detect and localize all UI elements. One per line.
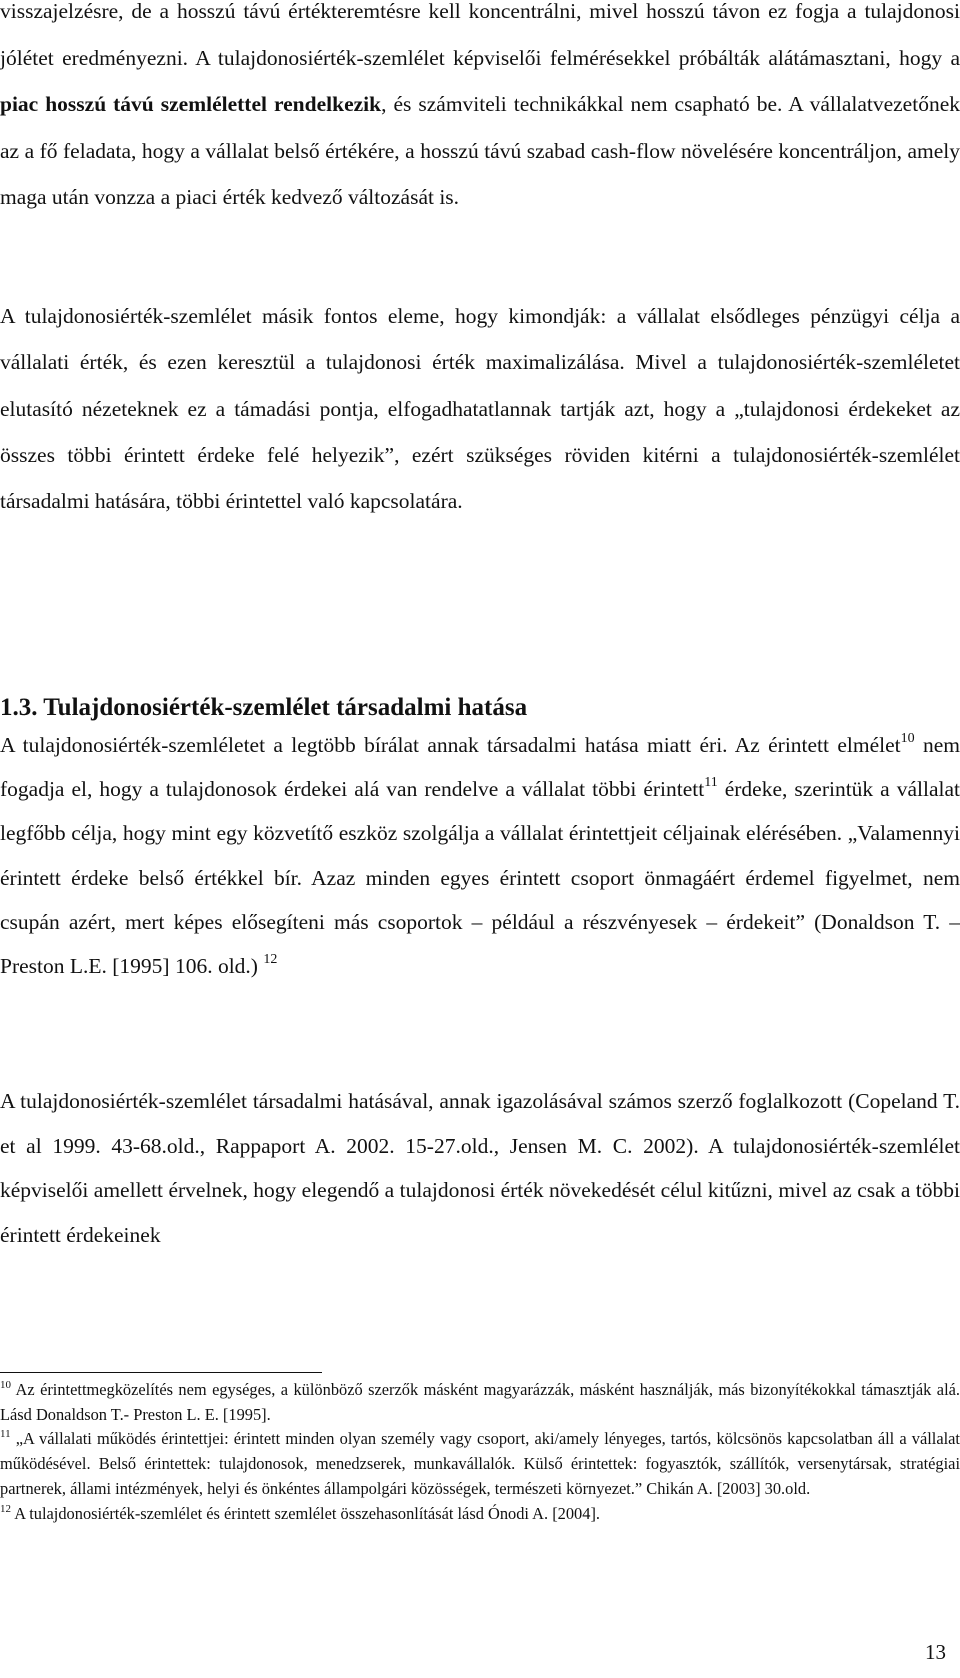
paragraph-1 (0, 0, 960, 221)
footnote-11 (0, 1427, 960, 1501)
footnote-10-text: Az érintettmegközelítés nem egységes, a különböző szerzők másként magyarázzák, másként használják, más bizonyítékokkal támasztják alá. Lásd Donaldson T.- Preston L. E. [1995]. (0, 1380, 960, 1424)
paragraph-3 (0, 723, 960, 988)
footnote-11-text: „A vállalati működés érintettjei: érintett minden olyan személy vagy csoport, aki/amely lényeges, tartós, kölcsönös kapcsolatban áll a vállalat működésével. Belső érintettek: tulajdonosok, menedzserek, munkavállalók. Külső érintettek: fogyasztók, szállítók, versenytársak, stratégiai partnerek, állami intézmények, helyi és önkéntes állampolgári közösségek, természeti környezet.” Chikán A. [2003] 30.old. (0, 1429, 960, 1498)
paragraph-1-text-end: , és számviteli technikákkal nem csapható be. A vállalatvezetőnek az a fő feladata, hogy a vállalat belső értékére, a hosszú távú szabad cash-flow növelésére koncentráljon, amely maga után vonzza a piaci érték kedvező változását is. (0, 92, 960, 209)
footnote-number-10: 10 (0, 1379, 11, 1391)
page-number: 13 (925, 1640, 946, 1664)
paragraph-2-text: A tulajdonosiérték-szemlélet másik fontos eleme, hogy kimondják: a vállalat elsődleges pénzügyi célja a vállalati érték, és ezen keresztül a tulajdonosi érték maximalizálása. Mivel a tulajdonosiérték-szemléletet elutasító nézeteknek ez a támadási pontja, elfogadhatatlannak tartják azt, hogy a „tulajdonosi érdekeket az összes többi érintett érdeke felé helyezik”, ezért szükséges röviden kitérni a tulajdonosiérték-szemlélet társadalmi hatására, többi érintettel való kapcsolatára. (0, 304, 960, 514)
footnote-12-text: A tulajdonosiérték-szemlélet és érintett szemlélet összehasonlítását lásd Ónodi A. [2004]. (11, 1503, 601, 1523)
footnote-number-12: 12 (0, 1502, 11, 1515)
footnote-separator (0, 1372, 322, 1373)
footnote-ref-11: 11 (704, 775, 718, 791)
footnote-10 (0, 1378, 960, 1427)
paragraph-4-text: A tulajdonosiérték-szemlélet társadalmi hatásával, annak igazolásával számos szerző foglalkozott (Copeland T. et al 1999. 43-68.old., Rappaport A. 2002. 15-27.old., Jensen M. C. 2002). A tulajdonosiérték-szemlélet képviselői amellett érvelnek, hogy elegendő a tulajdonosi érték növekedését célul kitűzni, mivel az csak a többi érintett érdekeinek (0, 1089, 960, 1247)
footnote-ref-12: 12 (263, 952, 278, 968)
section-heading: 1.3. Tulajdonosiérték-szemlélet társadalmi hatása (0, 694, 528, 721)
paragraph-4 (0, 1079, 960, 1257)
paragraph-3-text-c: érdeke, szerintük a vállalat legfőbb célja, hogy mint egy közvetítő eszköz szolgálja a vállalat érintettjeit céljainak elérésében. „Valamennyi érintett érdeke belső értékkel bír. Azaz minden egyes érintett csoport önmagáért érdemel figyelmet, nem csupán azért, mert képes elősegíteni más csoportok – például a részvényesek – érdekeit” (Donaldson T. – Preston L.E. [1995] 106. old.) (0, 777, 960, 979)
paragraph-3-text-a: A tulajdonosiérték-szemléletet a legtöbb bírálat annak társadalmi hatása miatt éri. Az érintett elmélet (0, 733, 901, 757)
footnote-12 (0, 1502, 960, 1527)
paragraph-3-text-b: nem fogadja el, hogy a tulajdonosok érdekei alá van rendelve a vállalat többi érintett (0, 733, 960, 802)
paragraph-1-bold-phrase: piac hosszú távú szemlélettel rendelkezik (0, 92, 382, 116)
footnote-number-11: 11 (0, 1428, 11, 1441)
paragraph-2 (0, 293, 960, 524)
footnotes (0, 1378, 960, 1526)
paragraph-1-text-start: visszajelzésre, de a hosszú távú értékteremtésre kell koncentrálni, mivel hosszú távon ez fogja a tulajdonosi jólétet eredményezni. A tulajdonosiérték-szemlélet képviselői felmérésekkel próbálták alátámasztani, hogy a (0, 0, 960, 70)
footnote-ref-10: 10 (900, 731, 915, 746)
